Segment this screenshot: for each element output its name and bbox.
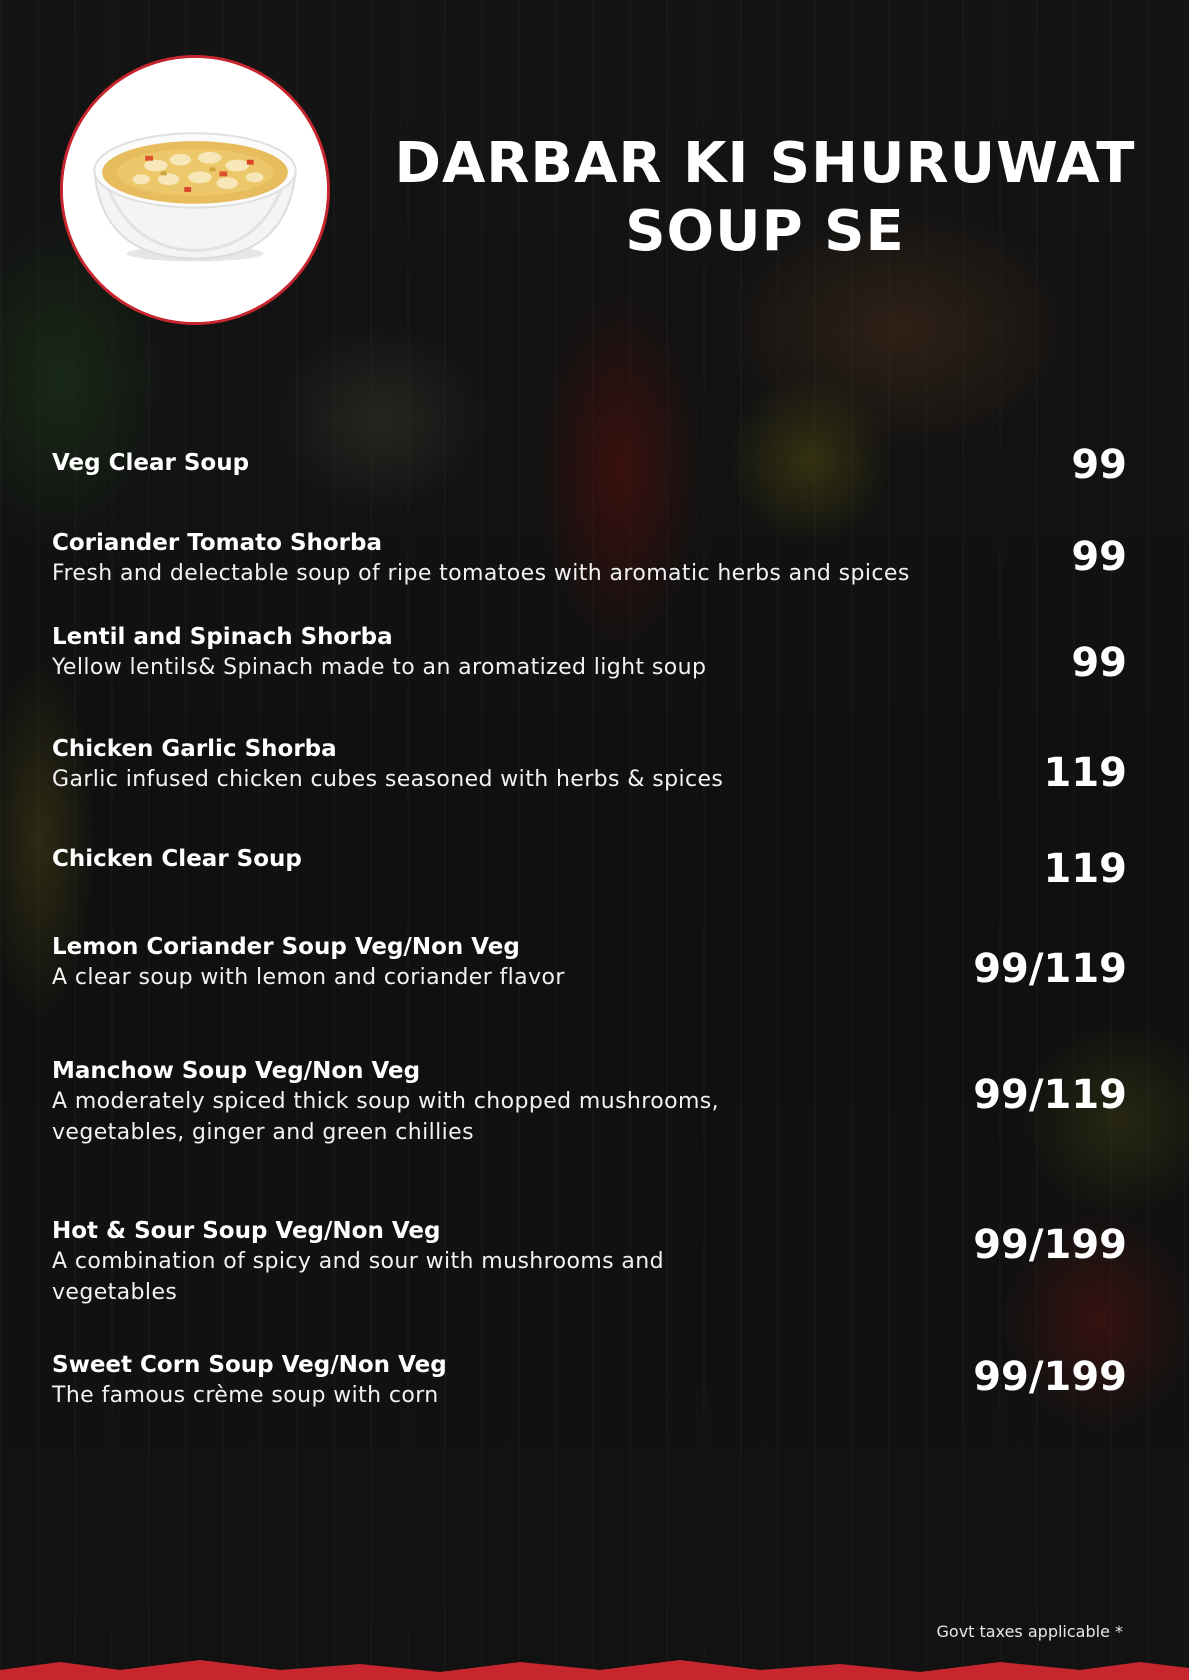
- menu-item-name: Lemon Coriander Soup Veg/Non Veg: [52, 934, 520, 960]
- menu-item-price: 99: [1071, 442, 1127, 488]
- menu-item: [52, 734, 1127, 795]
- title-line-2: SOUP SE: [625, 199, 905, 264]
- soup-bowl-image: [60, 55, 330, 325]
- bottom-decorative-band: [0, 1656, 1189, 1680]
- menu-item-name: Coriander Tomato Shorba: [52, 530, 383, 556]
- menu-item-description: Garlic infused chicken cubes seasoned with herbs & spices: [52, 767, 724, 792]
- menu-item: [52, 844, 1127, 892]
- menu-item-description: The famous crème soup with corn: [52, 1383, 439, 1408]
- menu-item-name: Chicken Clear Soup: [52, 846, 302, 872]
- menu-item-name: Veg Clear Soup: [52, 450, 250, 476]
- tax-note: Govt taxes applicable *: [936, 1622, 1123, 1641]
- page-title: [360, 130, 1170, 266]
- menu-item-price: 99: [1071, 640, 1127, 686]
- menu-item-name: Hot & Sour Soup Veg/Non Veg: [52, 1218, 441, 1244]
- menu-item-price: 99/199: [973, 1354, 1127, 1400]
- menu-item: [52, 1216, 1127, 1308]
- menu-item-price: 119: [1043, 846, 1127, 892]
- menu-item-description: Yellow lentils& Spinach made to an aromatized light soup: [52, 655, 707, 680]
- menu-item-name: Lentil and Spinach Shorba: [52, 624, 393, 650]
- menu-item-price: 119: [1043, 750, 1127, 796]
- menu-item: [52, 528, 1127, 589]
- menu-item: [52, 932, 1127, 993]
- menu-item-description: A clear soup with lemon and coriander flavor: [52, 965, 565, 990]
- menu-item-price: 99/119: [973, 946, 1127, 992]
- menu-item-description: A combination of spicy and sour with mushrooms and vegetables: [52, 1249, 665, 1305]
- menu-item-price: 99: [1071, 534, 1127, 580]
- menu-item: [52, 1056, 1127, 1148]
- menu-item-description: A moderately spiced thick soup with chopped mushrooms, vegetables, ginger and green chillies: [52, 1089, 720, 1145]
- menu-item-name: Sweet Corn Soup Veg/Non Veg: [52, 1352, 447, 1378]
- menu-item-price: 99/119: [973, 1072, 1127, 1118]
- menu-item-name: Chicken Garlic Shorba: [52, 736, 337, 762]
- menu-item: [52, 622, 1127, 686]
- menu-item: [52, 1350, 1127, 1411]
- menu-item: [52, 442, 1127, 488]
- menu-item-price: 99/199: [973, 1222, 1127, 1268]
- menu-item-description: Fresh and delectable soup of ripe tomatoes with aromatic herbs and spices: [52, 561, 910, 586]
- menu-item-name: Manchow Soup Veg/Non Veg: [52, 1058, 421, 1084]
- title-line-1: DARBAR KI SHURUWAT: [394, 131, 1136, 196]
